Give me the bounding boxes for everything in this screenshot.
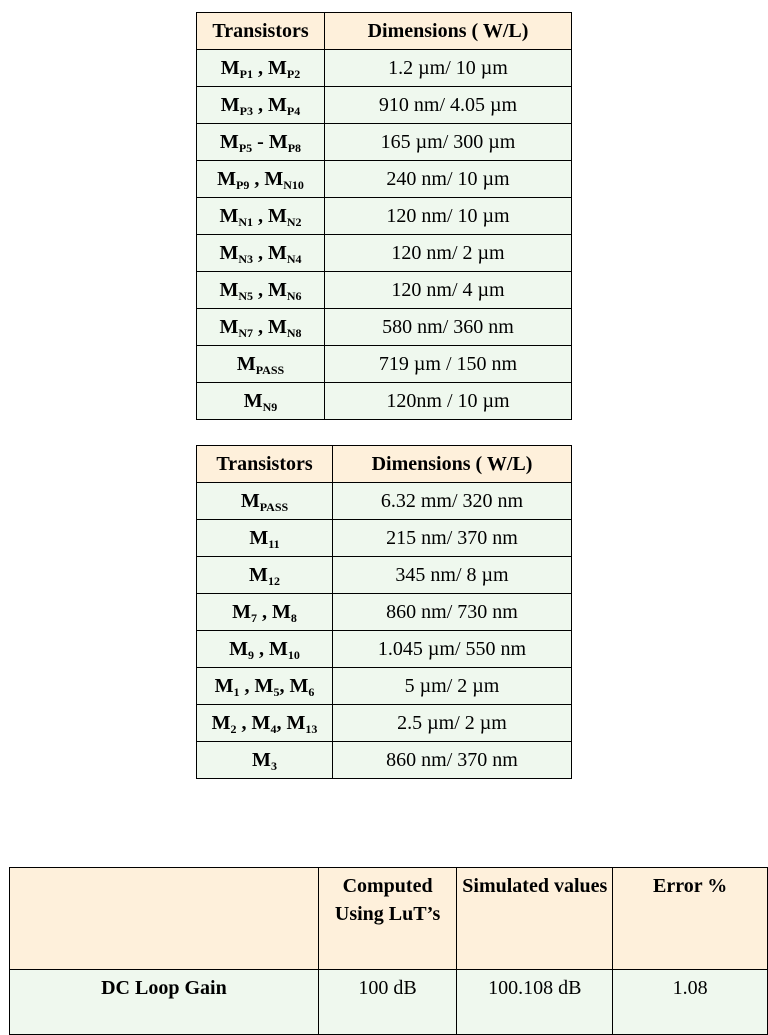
dimension-cell: 2.5 µm/ 2 µm	[333, 705, 572, 742]
transistor-cell	[197, 631, 333, 668]
header-parameter	[10, 868, 319, 970]
transistor-name: M	[268, 204, 287, 227]
table-header-row	[197, 446, 572, 483]
separator: ,	[279, 674, 290, 697]
transistor-cell	[197, 87, 325, 124]
dimension-cell: 1.045 µm/ 550 nm	[333, 631, 572, 668]
dimension-cell: 719 µm / 150 nm	[325, 346, 572, 383]
transistor-cell	[197, 520, 333, 557]
separator: ,	[253, 278, 268, 301]
dimension-cell: 910 nm/ 4.05 µm	[325, 87, 572, 124]
transistor-name: M	[243, 389, 263, 412]
transistor-dimensions-table-2	[196, 445, 572, 779]
computed-cell: 100 dB	[318, 970, 457, 1035]
separator: ,	[249, 167, 265, 190]
table-header-row	[197, 13, 572, 50]
transistor-dimensions-table-1	[196, 12, 572, 420]
transistor-name: M	[219, 204, 239, 227]
transistor-subscript: 10	[287, 647, 300, 662]
header-dimensions: Dimensions ( W/L)	[333, 446, 572, 483]
transistor-name: M	[249, 563, 268, 586]
transistor-name: M	[220, 56, 240, 79]
separator: ,	[276, 711, 287, 734]
transistor-name: M	[219, 315, 239, 338]
transistor-cell	[197, 272, 325, 309]
transistor-subscript: 5	[273, 684, 280, 699]
transistor-name: M	[220, 93, 240, 116]
table-row	[197, 742, 572, 779]
dimension-cell: 5 µm/ 2 µm	[333, 668, 572, 705]
transistor-cell	[197, 742, 333, 779]
transistor-subscript: 12	[267, 573, 280, 588]
error-cell: 1.08	[613, 970, 768, 1035]
transistor-subscript: 8	[290, 610, 297, 625]
simulated-cell: 100.108 dB	[457, 970, 613, 1035]
transistor-name: M	[251, 711, 271, 734]
separator: ,	[253, 93, 268, 116]
transistor-subscript: P5	[238, 140, 253, 155]
transistor-cell	[197, 309, 325, 346]
header-computed: Computed Using LuT’s	[318, 868, 457, 970]
dimension-cell: 1.2 µm/ 10 µm	[325, 50, 572, 87]
table-row	[197, 594, 572, 631]
dimension-cell: 240 nm/ 10 µm	[325, 161, 572, 198]
transistor-subscript: P2	[286, 66, 301, 81]
transistor-name: M	[217, 167, 236, 190]
table-row	[197, 161, 572, 198]
transistor-name: M	[268, 241, 287, 264]
table-row	[10, 970, 768, 1035]
separator: ,	[253, 315, 268, 338]
transistor-subscript: N8	[286, 325, 302, 340]
dimension-cell: 120 nm/ 4 µm	[325, 272, 572, 309]
results-comparison-table	[9, 867, 768, 1035]
transistor-name: M	[269, 637, 288, 660]
transistor-name: M	[219, 130, 239, 153]
transistor-cell	[197, 235, 325, 272]
transistor-name: M	[240, 489, 260, 512]
dimension-cell: 860 nm/ 730 nm	[333, 594, 572, 631]
dimension-cell: 120nm / 10 µm	[325, 383, 572, 420]
transistor-subscript: PASS	[255, 362, 285, 377]
header-transistors: Transistors	[197, 13, 325, 50]
dimension-cell: 860 nm/ 370 nm	[333, 742, 572, 779]
transistor-subscript: N6	[286, 288, 302, 303]
transistor-cell	[197, 668, 333, 705]
transistor-subscript: 13	[305, 721, 318, 736]
transistor-subscript: P4	[286, 103, 301, 118]
dimension-cell: 215 nm/ 370 nm	[333, 520, 572, 557]
transistor-subscript: 11	[268, 536, 280, 551]
table-row	[197, 124, 572, 161]
table-row	[197, 705, 572, 742]
transistor-name: M	[219, 278, 239, 301]
transistor-subscript: N2	[286, 214, 302, 229]
table-row	[197, 631, 572, 668]
transistor-subscript: PASS	[259, 499, 289, 514]
transistor-subscript: N4	[286, 251, 302, 266]
table-row	[197, 483, 572, 520]
transistor-subscript: P3	[239, 103, 253, 118]
table-row	[197, 557, 572, 594]
transistor-subscript: 7	[251, 610, 257, 625]
transistor-subscript: 4	[270, 721, 277, 736]
separator: ,	[236, 711, 252, 734]
transistor-name: M	[254, 674, 274, 697]
dimension-cell: 580 nm/ 360 nm	[325, 309, 572, 346]
transistor-name: M	[268, 93, 287, 116]
transistor-subscript: 6	[308, 684, 315, 699]
separator: ,	[257, 600, 272, 623]
transistor-subscript: N3	[238, 251, 253, 266]
table-row	[197, 520, 572, 557]
transistor-name: M	[236, 352, 256, 375]
dimension-cell: 6.32 mm/ 320 nm	[333, 483, 572, 520]
transistor-subscript: 9	[248, 647, 254, 662]
table-row	[197, 198, 572, 235]
transistor-name: M	[264, 167, 284, 190]
transistor-name: M	[211, 711, 231, 734]
transistor-cell	[197, 705, 333, 742]
separator: ,	[254, 637, 269, 660]
table-row	[197, 383, 572, 420]
table-row	[197, 272, 572, 309]
transistor-cell	[197, 346, 325, 383]
separator: ,	[253, 204, 268, 227]
transistor-name: M	[286, 711, 306, 734]
dimension-cell: 120 nm/ 2 µm	[325, 235, 572, 272]
parameter-cell: DC Loop Gain	[10, 970, 319, 1035]
table-row	[197, 235, 572, 272]
header-error: Error %	[613, 868, 768, 970]
transistor-name: M	[268, 56, 287, 79]
transistor-cell	[197, 594, 333, 631]
transistor-subscript: 1	[233, 684, 240, 699]
transistor-name: M	[214, 674, 234, 697]
transistor-subscript: N9	[262, 399, 278, 414]
dimension-cell: 345 nm/ 8 µm	[333, 557, 572, 594]
transistor-name: M	[289, 674, 309, 697]
header-simulated: Simulated values	[457, 868, 613, 970]
header-dimensions: Dimensions ( W/L)	[325, 13, 572, 50]
table-header-row	[10, 868, 768, 970]
transistor-name: M	[229, 637, 248, 660]
transistor-subscript: N7	[238, 325, 253, 340]
transistor-cell	[197, 383, 325, 420]
transistor-subscript: 2	[230, 721, 237, 736]
transistor-subscript: N5	[238, 288, 253, 303]
transistor-cell	[197, 557, 333, 594]
transistor-subscript: N10	[283, 177, 304, 192]
header-transistors: Transistors	[197, 446, 333, 483]
transistor-name: M	[252, 748, 271, 771]
transistor-subscript: P8	[287, 140, 302, 155]
table-row	[197, 309, 572, 346]
transistor-subscript: P1	[239, 66, 253, 81]
table-row	[197, 668, 572, 705]
table-row	[197, 50, 572, 87]
separator: -	[252, 130, 269, 153]
separator: ,	[253, 56, 268, 79]
transistor-name: M	[268, 278, 287, 301]
transistor-cell	[197, 483, 333, 520]
table-row	[197, 87, 572, 124]
dimension-cell: 120 nm/ 10 µm	[325, 198, 572, 235]
transistor-name: M	[268, 130, 288, 153]
transistor-name: M	[219, 241, 239, 264]
transistor-name: M	[249, 526, 269, 549]
separator: ,	[253, 241, 268, 264]
table-row	[197, 346, 572, 383]
transistor-subscript: 3	[270, 758, 277, 773]
dimension-cell: 165 µm/ 300 µm	[325, 124, 572, 161]
transistor-cell	[197, 50, 325, 87]
transistor-cell	[197, 198, 325, 235]
transistor-subscript: P9	[235, 177, 250, 192]
transistor-cell	[197, 124, 325, 161]
separator: ,	[239, 674, 255, 697]
transistor-name: M	[272, 600, 291, 623]
transistor-cell	[197, 161, 325, 198]
transistor-name: M	[268, 315, 287, 338]
transistor-name: M	[232, 600, 251, 623]
transistor-subscript: N1	[238, 214, 253, 229]
